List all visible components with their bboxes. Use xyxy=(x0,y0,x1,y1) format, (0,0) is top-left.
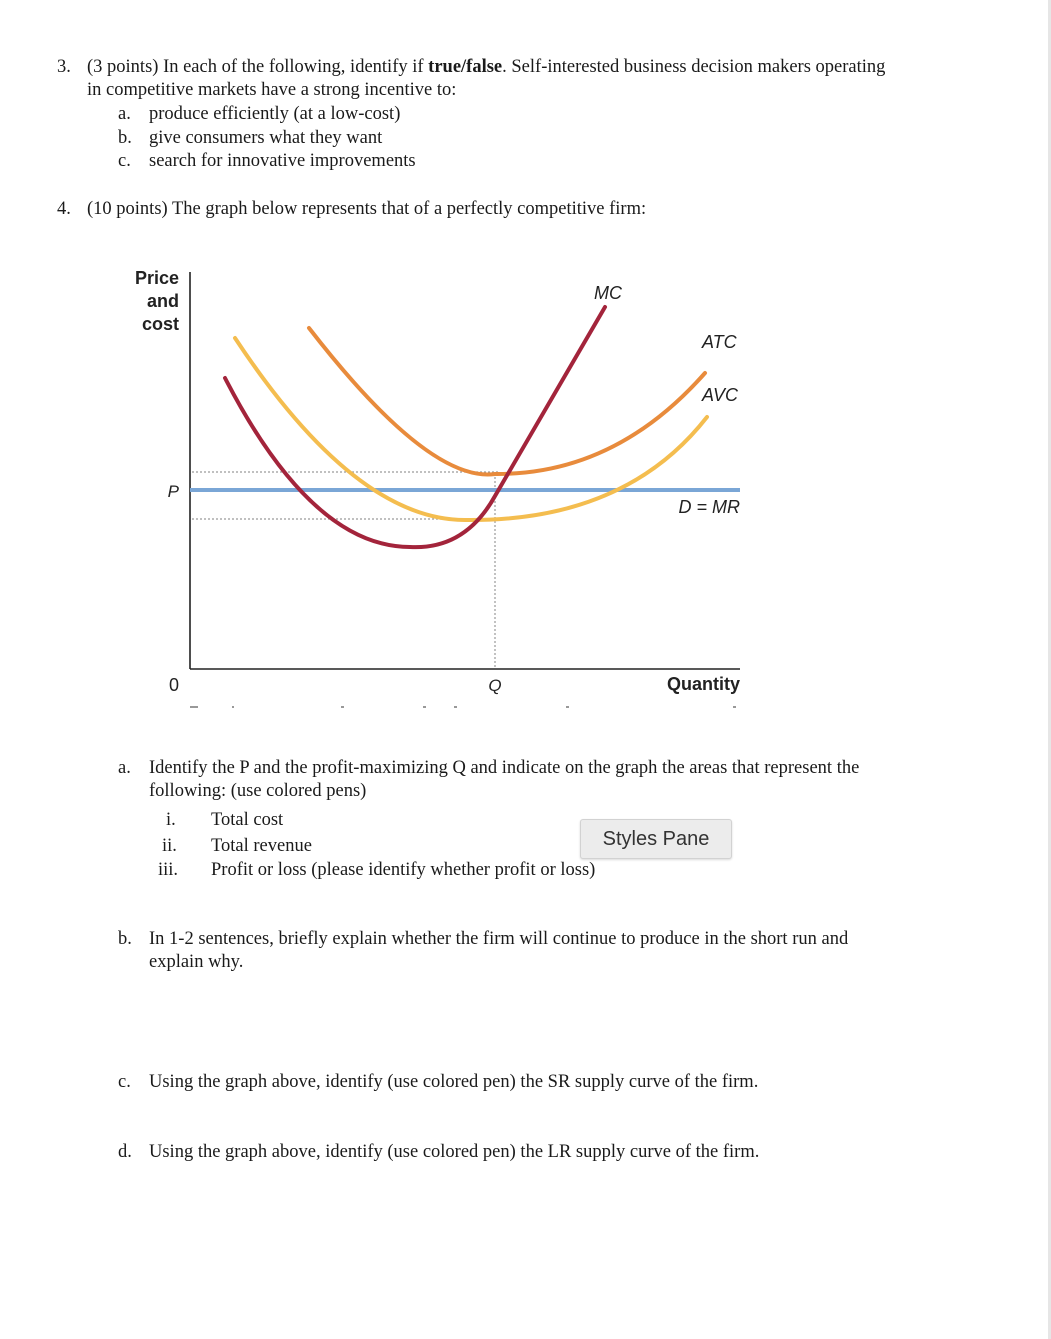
q3-item-c: search for innovative improvements xyxy=(149,151,416,171)
q4-part-a-line2: following: (use colored pens) xyxy=(149,781,367,801)
q4-part-a-line1: Identify the P and the profit-maximizing Q and indicate on the graph the areas that represent the xyxy=(149,758,860,778)
q4-part-c: Using the graph above, identify (use colored pen) the SR supply curve of the firm. xyxy=(149,1072,759,1092)
y-axis-label-line3: cost xyxy=(141,314,179,334)
atc-label: ATC xyxy=(702,332,737,352)
q4-part-b-line1: In 1-2 sentences, briefly explain whether the firm will continue to produce in the short run and xyxy=(149,929,849,949)
q3-number: 3. xyxy=(57,57,71,77)
q3-intro-post: . Self-interested business decision makers operating xyxy=(502,57,886,77)
q4-part-b-line2: explain why. xyxy=(149,952,244,972)
q4-number: 4. xyxy=(57,199,71,219)
q4-subitem-iii: Profit or loss (please identify whether profit or loss) xyxy=(211,860,596,880)
q4-part-d: Using the graph above, identify (use colored pen) the LR supply curve of the firm. xyxy=(149,1142,760,1162)
origin-label: 0 xyxy=(168,675,179,695)
price-label: P xyxy=(167,482,179,501)
q4-part-b-marker: b. xyxy=(118,929,132,949)
avc-label: AVC xyxy=(702,385,739,405)
styles-pane-button[interactable]: Styles Pane xyxy=(580,819,732,859)
q3-item-a-marker: a. xyxy=(118,104,131,124)
q4-subitem-iii-marker: iii. xyxy=(158,860,179,880)
quantity-label: Q xyxy=(488,676,502,695)
q3-item-c-marker: c. xyxy=(118,151,131,171)
q3-intro xyxy=(87,56,885,79)
q3-intro-line2: in competitive markets have a strong incentive to: xyxy=(87,80,457,100)
x-axis-label: Quantity xyxy=(666,674,740,694)
q3-item-b: give consumers what they want xyxy=(149,128,383,148)
q3-intro-bold: true/false xyxy=(428,57,503,77)
demand-mr-label: D = MR xyxy=(678,497,740,517)
q4-subitem-i: Total cost xyxy=(211,810,284,830)
atc-curve xyxy=(309,328,705,474)
cost-curves-graph xyxy=(120,255,760,715)
q3-item-b-marker: b. xyxy=(118,128,132,148)
y-axis-label-line1: Price xyxy=(134,268,179,288)
y-axis-label-line2: and xyxy=(146,291,179,311)
q4-part-d-marker: d. xyxy=(118,1142,132,1162)
mc-label: MC xyxy=(594,283,622,303)
q4-text: (10 points) The graph below represents that of a perfectly competitive firm: xyxy=(87,199,647,219)
q4-subitem-ii-marker: ii. xyxy=(162,836,177,856)
q4-part-c-marker: c. xyxy=(118,1072,131,1092)
avc-curve xyxy=(235,338,707,520)
q4-subitem-i-marker: i. xyxy=(166,810,176,830)
q4-subitem-ii: Total revenue xyxy=(211,836,312,856)
q4-part-a-marker: a. xyxy=(118,758,131,778)
q3-intro-pre: In each of the following, identify if xyxy=(163,57,424,77)
q3-points: (3 points) xyxy=(87,57,159,77)
q3-item-a: produce efficiently (at a low-cost) xyxy=(149,104,401,124)
